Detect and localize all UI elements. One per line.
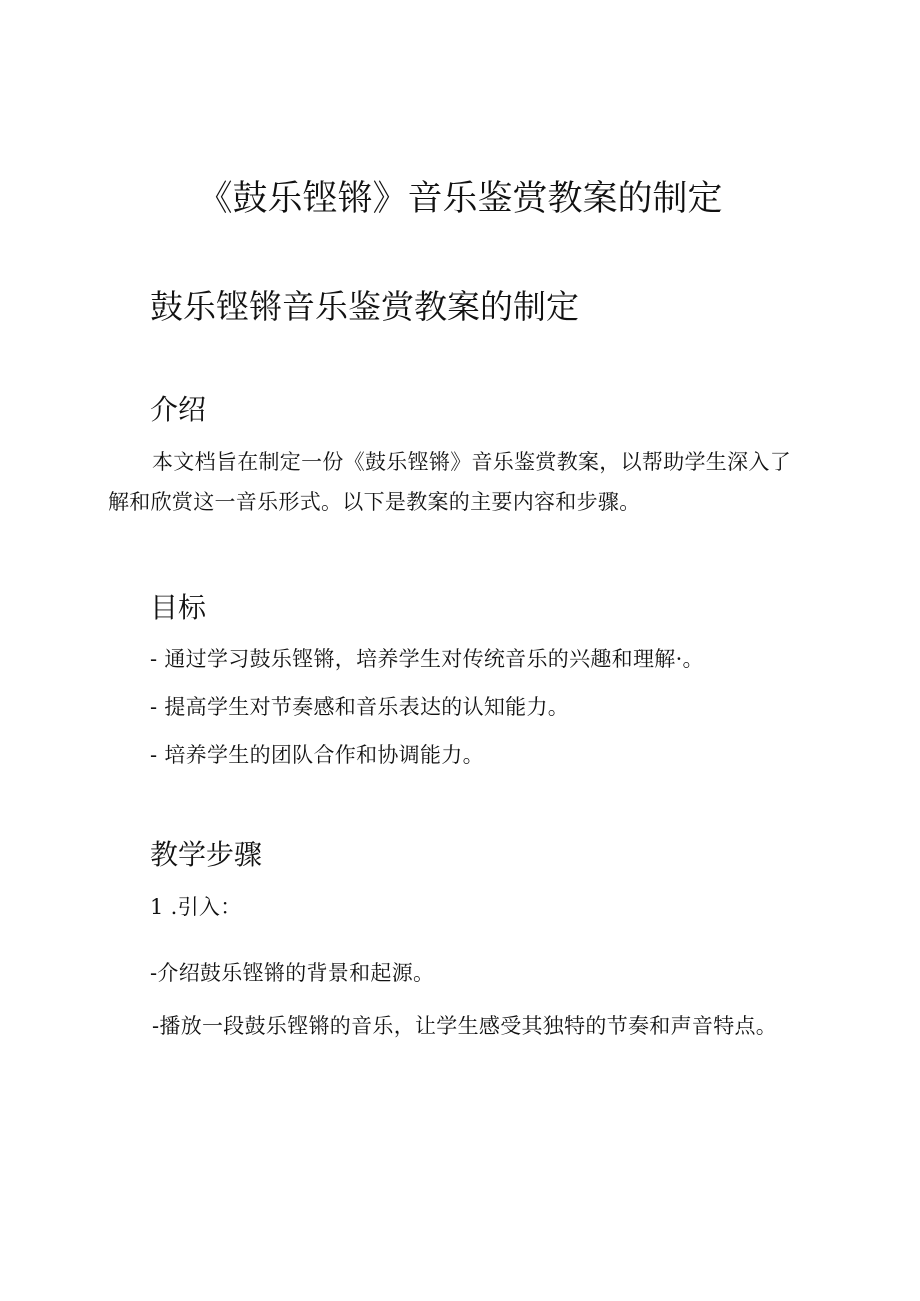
step-item-1: -介绍鼓乐铿锵的背景和起源。 xyxy=(150,961,435,985)
steps-heading: 教学步骤 xyxy=(150,838,263,871)
intro-paragraph: 本文档旨在制定一份《鼓乐铿锵》音乐鉴赏教案，以帮助学生深入了解和欣赏这一音乐形式。以下是教案的主要内容和步骤。 xyxy=(108,450,791,514)
goal-item-1: - 通过学习鼓乐铿锵，培养学生对传统音乐的兴趣和理解·。 xyxy=(150,647,704,671)
main-heading: 鼓乐铿锵音乐鉴赏教案的制定 xyxy=(150,287,579,326)
step-1-label: 1 .引入： xyxy=(150,895,242,919)
goal-item-3: - 培养学生的团队合作和协调能力。 xyxy=(150,743,484,767)
step-item-2: -播放一段鼓乐铿锵的音乐，让学生感受其独特的节奏和声音特点。 xyxy=(152,1014,778,1038)
goal-item-2: - 提高学生对节奏感和音乐表达的认知能力。 xyxy=(150,695,570,719)
intro-heading: 介绍 xyxy=(150,393,207,426)
document-title: 《鼓乐铿锵》音乐鉴赏教案的制定 xyxy=(197,179,723,219)
goals-heading: 目标 xyxy=(150,591,207,624)
